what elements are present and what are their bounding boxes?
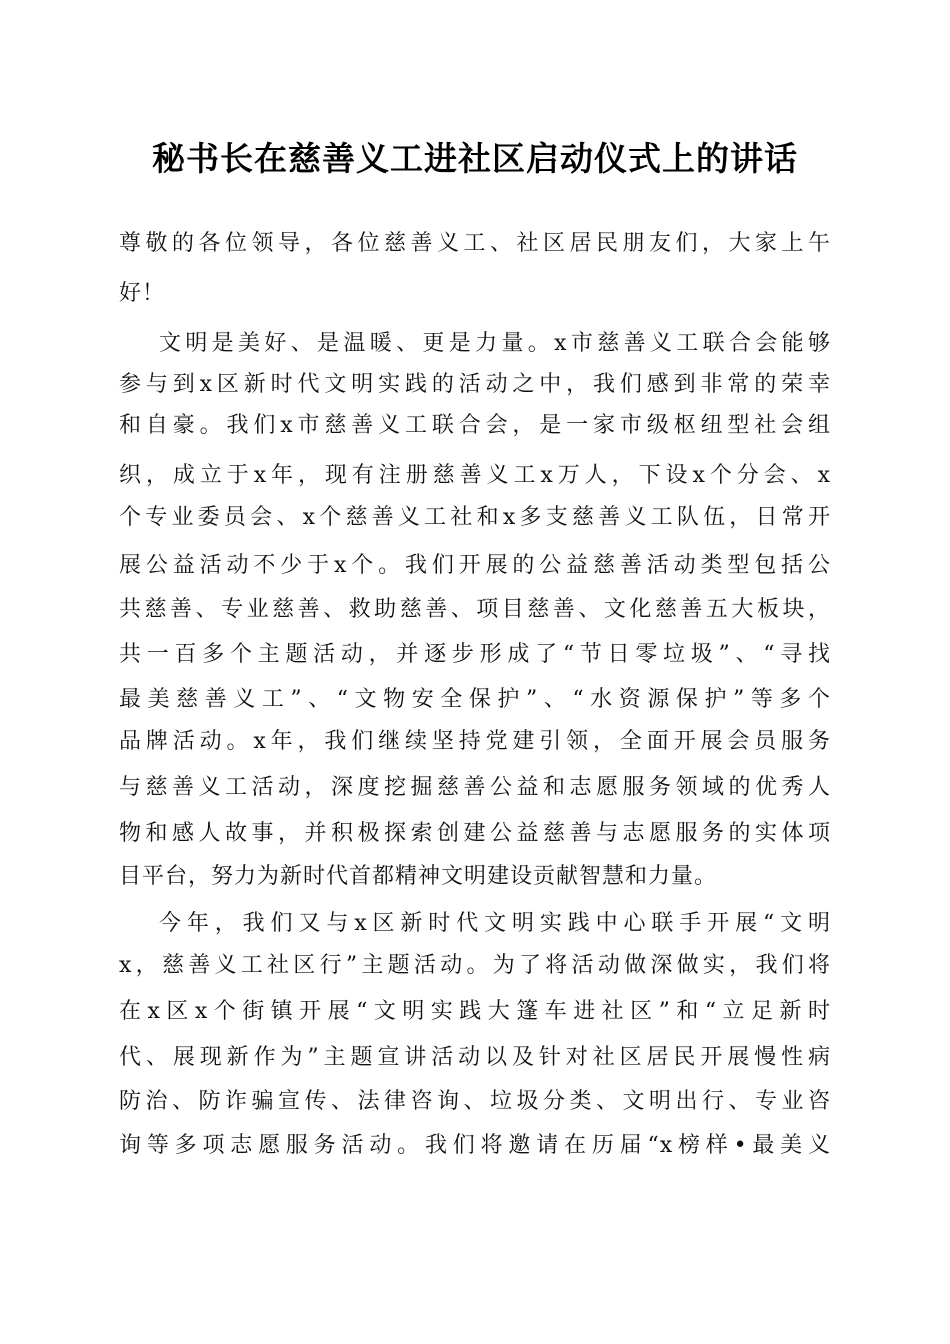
text-line: 展公益活动不少于x个。我们开展的公益慈善活动类型包括公 bbox=[119, 553, 831, 578]
text-line: 防治、防诈骗宣传、法律咨询、垃圾分类、文明出行、专业咨 bbox=[119, 1089, 831, 1114]
text-line-salutation: 尊敬的各位领导，各位慈善义工、社区居民朋友们，大家上午 bbox=[119, 231, 831, 256]
text-line: 物和感人故事，并积极探索创建公益慈善与志愿服务的实体项 bbox=[119, 821, 831, 846]
text-line: 共慈善、专业慈善、救助慈善、项目慈善、文化慈善五大板块， bbox=[119, 597, 831, 622]
text-line-salutation-end: 好！ bbox=[119, 281, 166, 306]
text-line: 与慈善义工活动，深度挖掘慈善公益和志愿服务领域的优秀人 bbox=[119, 775, 831, 800]
document-title: 秘书长在慈善义工进社区启动仪式上的讲话 bbox=[152, 139, 798, 178]
text-line: 文明是美好、是温暖、更是力量。x市慈善义工联合会能够 bbox=[159, 331, 831, 356]
text-line: 目平台，努力为新时代首都精神文明建设贡献智慧和力量。 bbox=[119, 864, 718, 889]
text-line: 询等多项志愿服务活动。我们将邀请在历届“x榜样•最美义 bbox=[119, 1133, 831, 1158]
text-line: 代、展现新作为”主题宣讲活动以及针对社区居民开展慢性病 bbox=[119, 1045, 831, 1070]
text-line: x，慈善义工社区行”主题活动。为了将活动做深做实，我们将 bbox=[119, 953, 831, 978]
text-line: 织，成立于x年，现有注册慈善义工x万人，下设x个分会、x bbox=[119, 463, 831, 488]
text-line: 品牌活动。x年，我们继续坚持党建引领，全面开展会员服务 bbox=[119, 729, 831, 754]
text-line: 今年，我们又与x区新时代文明实践中心联手开展“文明 bbox=[159, 911, 831, 936]
text-line: 参与到x区新时代文明实践的活动之中，我们感到非常的荣幸 bbox=[119, 372, 831, 397]
text-line: 在x区x个街镇开展“文明实践大篷车进社区”和“立足新时 bbox=[119, 999, 831, 1024]
text-line: 共一百多个主题活动，并逐步形成了“节日零垃圾”、“寻找 bbox=[119, 642, 831, 667]
text-line: 和自豪。我们x市慈善义工联合会，是一家市级枢纽型社会组 bbox=[119, 413, 831, 438]
text-line: 个专业委员会、x个慈善义工社和x多支慈善义工队伍，日常开 bbox=[119, 505, 831, 530]
text-line: 最美慈善义工”、“文物安全保护”、“水资源保护”等多个 bbox=[119, 687, 831, 712]
